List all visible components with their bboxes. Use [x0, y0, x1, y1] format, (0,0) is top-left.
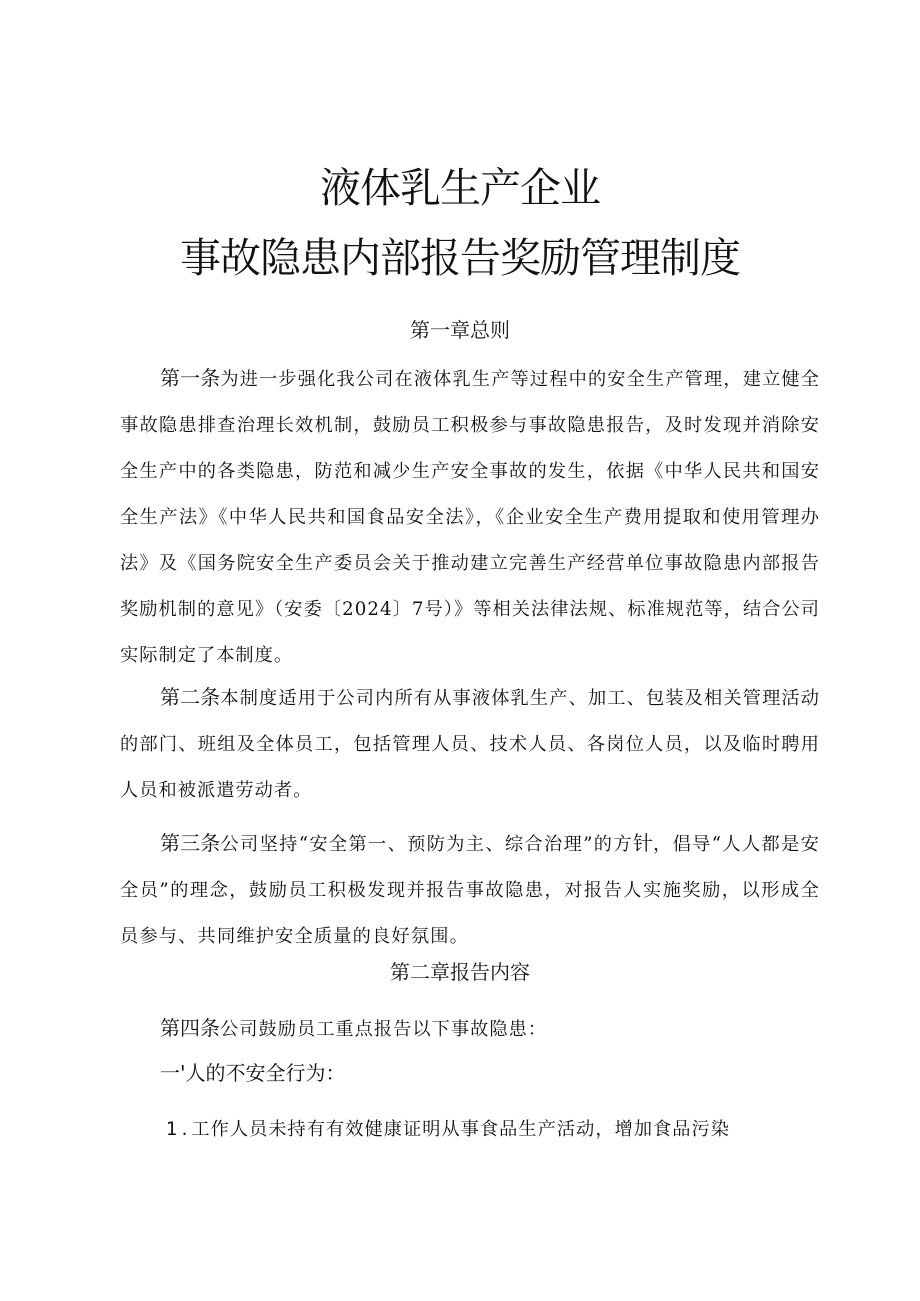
article4-paragraph	[120, 1005, 820, 1053]
article3-text-emph: 针	[632, 831, 654, 855]
item1-number: 1.	[166, 1119, 192, 1140]
article1-paragraph	[120, 355, 820, 679]
document-title-line1: 液体乳生产企业	[320, 164, 600, 212]
section1-heading: 一'人的不安全行为：	[160, 1061, 346, 1085]
article1-text: 为进一步强化我公司在液体乳生产等过程中的安全生产管理，建立健全事故隐患排查治理长效机制，鼓励员工积极参与事故隐患报告，及时发现并消除安全生产中的各类隐患，防范和减少生产安全事故的发生，依据《中华人民共和国安全生产法》《中华人民共和国食品安全法》，《企业安全生产费用提取和使用管理办法》及《国务院安全生产委员会关于推动建立完善生产经营单位事故隐患内部报告奖励机制的意见》（安委〔2024〕7号）》等相关法律法规、标准规范等，结合公司实际制定了本制度。	[120, 369, 821, 666]
item1-text: 工作人员未持有有效健康证明从事食品生产活动，增加食品污染	[191, 1119, 731, 1140]
chapter1-heading: 第一章总则	[410, 318, 510, 342]
chapter2-heading: 第二章报告内容	[390, 960, 530, 984]
article3-text-before: 公司坚持“安全第一、预防为主、综合治理”的方	[220, 834, 633, 855]
document-title-line2: 事故隐患内部报告奖励管理制度	[180, 234, 740, 282]
list-item	[166, 1113, 826, 1147]
article1-label: 第一条	[160, 366, 221, 390]
article3-label: 第三条	[160, 831, 221, 855]
article3-paragraph	[120, 820, 820, 960]
article2-label: 第二条	[160, 685, 221, 709]
article4-label: 第四条	[160, 1016, 220, 1040]
article2-paragraph	[120, 674, 820, 814]
article3-text-after: ，倡导“人人都是安全员”的理念，鼓励员工积极发现并报告事故隐患，对报告人实施奖励，以形成全员参与、共同维护安全质量的良好氛围。	[120, 834, 821, 947]
article4-text: 公司鼓励员工重点报告以下事故隐患：	[220, 1019, 548, 1040]
article2-text: 本制度适用于公司内所有从事液体乳生产、加工、包装及相关管理活动的部门、班组及全体员工，包括管理人员、技术人员、各岗位人员，以及临时聘用人员和被派遣劳动者。	[120, 688, 821, 801]
